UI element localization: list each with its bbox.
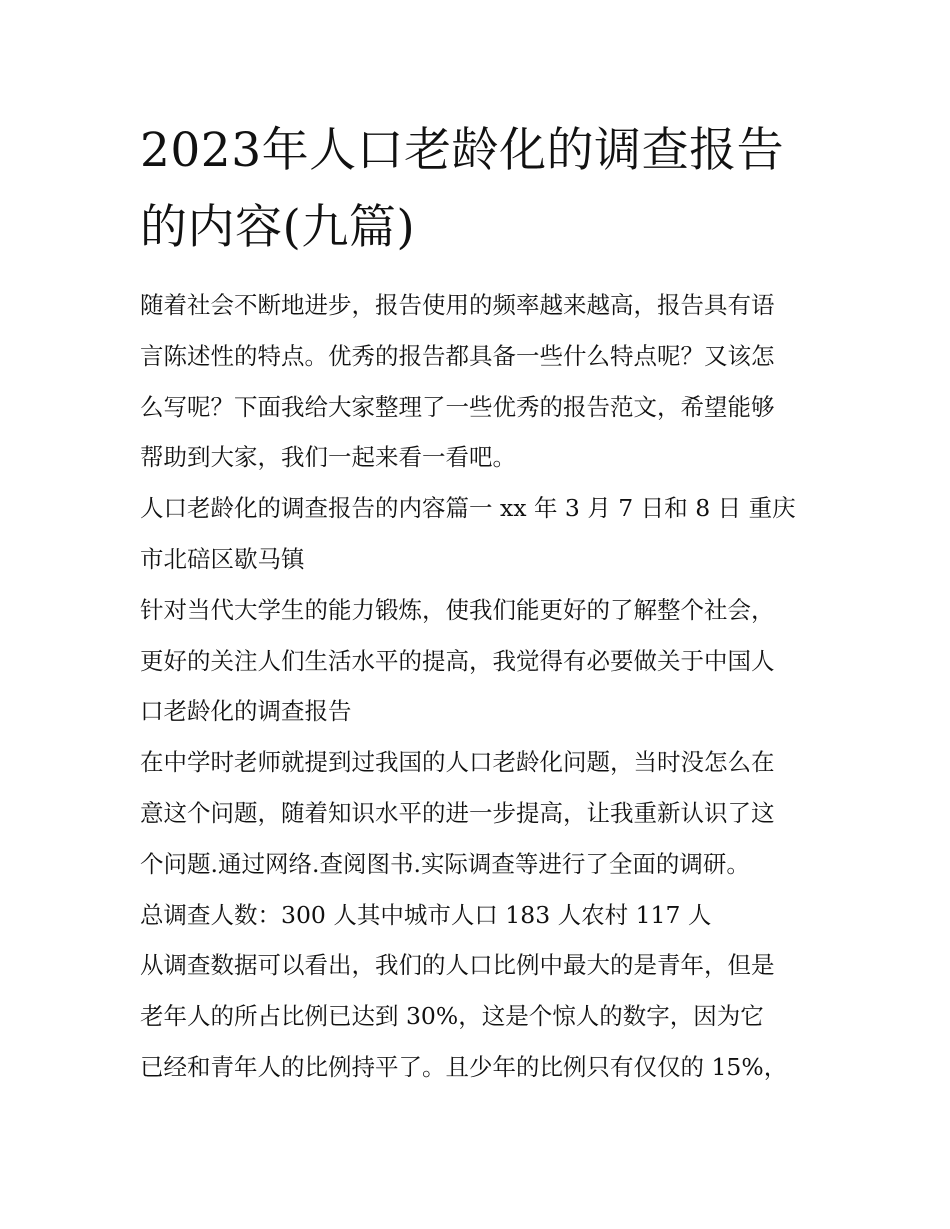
body-line: 更好的关注人们生活水平的提高，我觉得有必要做关于中国人 <box>140 646 775 675</box>
body-line: 市北碚区歇马镇 <box>140 544 305 573</box>
body-line: 口老龄化的调查报告 <box>140 697 352 726</box>
body-line: 在中学时老师就提到过我国的人口老龄化问题，当时没怎么在 <box>140 748 775 777</box>
body-line: 么写呢？下面我给大家整理了一些优秀的报告范文，希望能够 <box>140 392 775 421</box>
title-line-2: 的内容(九篇) <box>140 200 416 255</box>
body-line: 已经和青年人的比例持平了。且少年的比例只有仅仅的 15%， <box>140 1052 788 1081</box>
document-title <box>140 112 820 266</box>
body-line: 言陈述性的特点。优秀的报告都具备一些什么特点呢？又该怎 <box>140 341 775 370</box>
body-line: 个问题.通过网络.查阅图书.实际调查等进行了全面的调研。 <box>140 849 750 878</box>
title-line-1: 2023年人口老龄化的调查报告 <box>140 123 785 178</box>
body-line: 随着社会不断地进步，报告使用的频率越来越高，报告具有语 <box>140 291 775 319</box>
body-line: 人口老龄化的调查报告的内容篇一 xx 年 3 月 7 日和 8 日 重庆 <box>140 494 796 523</box>
body-line: 从调查数据可以看出，我们的人口比例中最大的是青年，但是 <box>140 951 775 980</box>
body-line: 针对当代大学生的能力锻炼，使我们能更好的了解整个社会， <box>140 595 775 624</box>
body-line: 意这个问题，随着知识水平的进一步提高，让我重新认识了这 <box>140 798 775 827</box>
body-line: 老年人的所占比例已达到 30%，这是个惊人的数字，因为它 <box>140 1002 764 1031</box>
body-line: 总调查人数：300 人其中城市人口 183 人农村 117 人 <box>140 900 712 929</box>
body-line: 帮助到大家，我们一起来看一看吧。 <box>140 443 516 472</box>
document-body <box>140 280 820 1093</box>
